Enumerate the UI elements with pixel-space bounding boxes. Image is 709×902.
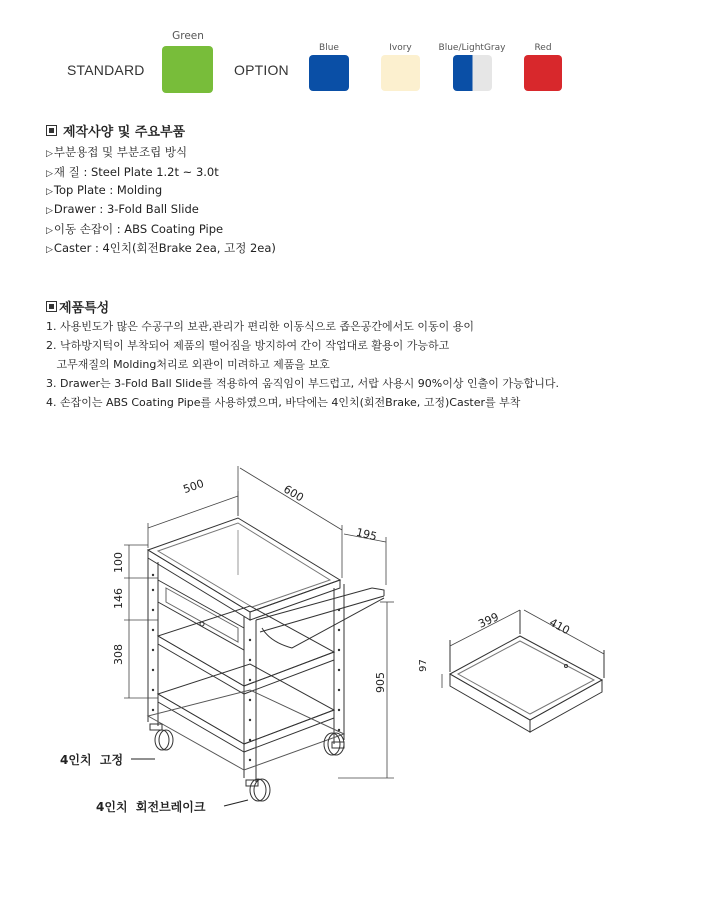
feature-item: 2. 낙하방지턱이 부착되어 제품의 떨어짐을 방지하여 간이 작업대로 활용이 가능하고 xyxy=(46,339,450,352)
standard-label: STANDARD xyxy=(67,62,145,78)
checkbox-square-icon xyxy=(46,125,57,136)
feature-item: 4. 손잡이는 ABS Coating Pipe를 사용하였으며, 바닥에는 4인치(회전Brake, 고정)Caster를 부착 xyxy=(46,396,521,409)
swatch-blue-lightgray xyxy=(453,55,492,91)
option-color-name-red: Red xyxy=(534,43,552,53)
features-title: 제품특성 xyxy=(46,297,109,316)
feature-item: 3. Drawer는 3-Fold Ball Slide를 적용하여 움직임이 부드럽고, 서랍 사용시 90%이상 인출이 가능합니다. xyxy=(46,377,559,390)
drawer-dim-width: 399 xyxy=(476,610,501,631)
dim-drawer-height: 146 xyxy=(112,588,125,609)
spec-item: ▷부분용접 및 부분조립 방식 xyxy=(46,145,188,159)
checkbox-square-icon xyxy=(46,301,57,312)
swivel-caster-label: 4인치 회전브레이크 xyxy=(96,800,206,814)
drawer-dim-depth: 410 xyxy=(547,615,572,638)
triangle-bullet-icon: ▷ xyxy=(46,149,53,159)
swatch-red xyxy=(524,55,562,91)
option-color-name-blue: Blue xyxy=(319,43,339,53)
drawer-dim-height: 97 xyxy=(417,659,429,672)
swatch-ivory xyxy=(381,55,420,91)
swatch-green xyxy=(162,46,213,93)
swatch-blue xyxy=(309,55,349,91)
triangle-bullet-icon: ▷ xyxy=(46,187,53,197)
spec-item: ▷Top Plate : Molding xyxy=(46,183,163,197)
dim-handle: 195 xyxy=(354,525,379,544)
option-color-name-blue-lightgray: Blue/LightGray xyxy=(438,43,506,53)
standard-color-name: Green xyxy=(172,30,204,42)
spec-title: 제작사양 및 주요부품 xyxy=(46,121,185,140)
triangle-bullet-icon: ▷ xyxy=(46,169,53,179)
fixed-caster-label: 4인치 고정 xyxy=(60,753,124,767)
triangle-bullet-icon: ▷ xyxy=(46,206,53,216)
option-label: OPTION xyxy=(234,62,289,78)
dim-height: 905 xyxy=(374,672,387,693)
spec-item: ▷이동 손잡이 : ABS Coating Pipe xyxy=(46,222,224,236)
dim-top-gap: 100 xyxy=(112,552,125,573)
triangle-bullet-icon: ▷ xyxy=(46,245,53,255)
triangle-bullet-icon: ▷ xyxy=(46,226,53,236)
option-color-name-ivory: Ivory xyxy=(389,43,412,53)
dim-length: 600 xyxy=(281,482,306,505)
feature-item: 고무재질의 Molding처리로 외관이 미려하고 제품을 보호 xyxy=(46,358,330,371)
spec-item: ▷Caster : 4인치(회전Brake 2ea, 고정 2ea) xyxy=(46,241,276,255)
feature-item: 1. 사용빈도가 많은 수공구의 보관,관리가 편리한 이동식으로 좁은공간에서도 이동이 용이 xyxy=(46,320,474,333)
dim-width: 500 xyxy=(181,476,206,497)
cart-drawing xyxy=(0,430,709,902)
spec-item: ▷Drawer : 3-Fold Ball Slide xyxy=(46,202,199,216)
spec-item: ▷재 질 : Steel Plate 1.2t ~ 3.0t xyxy=(46,165,219,179)
dim-shelf-gap: 308 xyxy=(112,644,125,665)
